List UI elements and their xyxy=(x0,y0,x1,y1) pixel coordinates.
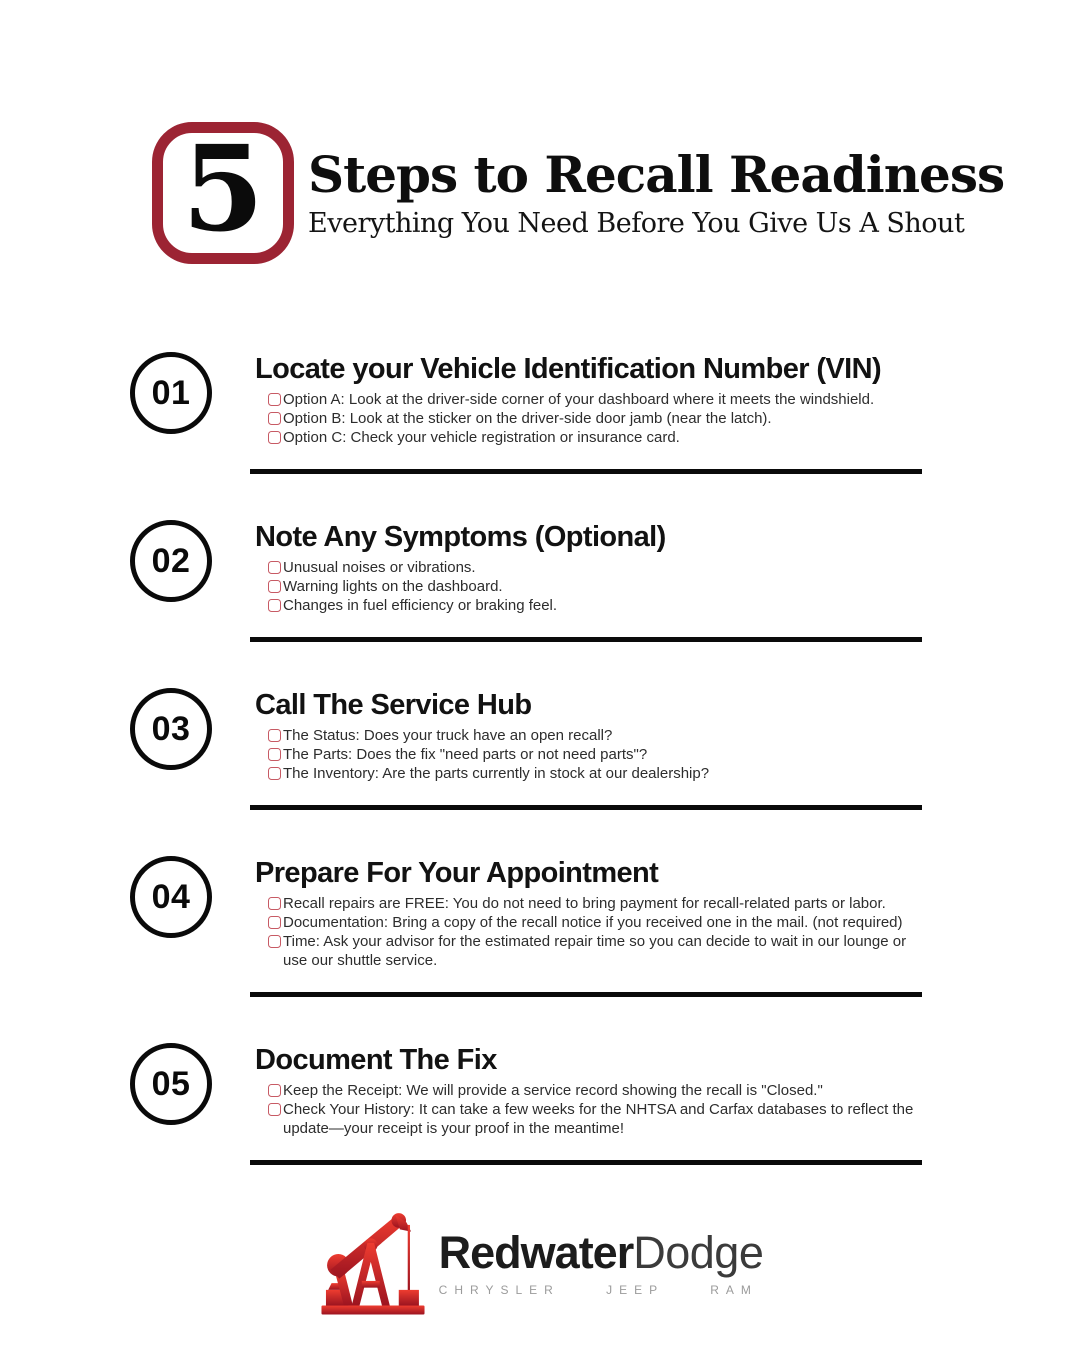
header-text xyxy=(308,147,1004,239)
checklist xyxy=(255,726,925,783)
brand xyxy=(438,1226,764,1297)
checklist-item xyxy=(268,1100,925,1138)
step-number: 01 xyxy=(151,373,191,412)
brand-name-redwater: Redwater xyxy=(438,1226,634,1278)
footer-logo xyxy=(0,1211,1080,1315)
checklist xyxy=(255,558,925,615)
checklist xyxy=(255,390,925,447)
step-03 xyxy=(0,688,1080,810)
step-number-circle xyxy=(130,520,212,602)
checklist-item-text: Documentation: Bring a copy of the recall notice if you received one in the mail. (not required) xyxy=(283,914,903,931)
step-title: Locate your Vehicle Identification Number (VIN) xyxy=(255,353,882,385)
step-04 xyxy=(0,856,1080,997)
step-row xyxy=(130,856,1080,970)
checklist-item xyxy=(268,932,925,970)
checklist-item xyxy=(268,409,925,428)
checklist-item xyxy=(268,390,925,409)
checklist-item xyxy=(268,577,925,596)
checkbox-icon[interactable] xyxy=(268,393,281,406)
step-number: 02 xyxy=(151,541,191,580)
checkbox-icon[interactable] xyxy=(268,412,281,425)
checklist xyxy=(255,894,925,970)
oil-pumpjack-icon xyxy=(317,1211,429,1315)
step-content xyxy=(255,1043,925,1138)
checklist-item-text: The Parts: Does the fix "need parts or not need parts"? xyxy=(283,746,648,763)
checklist-item-text: Check Your History: It can take a few weeks for the NHTSA and Carfax databases to reflect the update—your receipt is your proof in the meantime! xyxy=(283,1101,914,1137)
checkbox-icon[interactable] xyxy=(268,748,281,761)
checklist-item xyxy=(268,745,925,764)
checklist-item-text: The Status: Does your truck have an open recall? xyxy=(283,727,613,744)
checklist-item xyxy=(268,596,925,615)
step-02 xyxy=(0,520,1080,642)
steps-list xyxy=(0,352,1080,1165)
section-divider xyxy=(250,1160,922,1165)
checkbox-icon[interactable] xyxy=(268,1103,281,1116)
checklist-item xyxy=(268,894,925,913)
checklist-item xyxy=(268,428,925,447)
section-divider xyxy=(250,637,922,642)
badge-number: 5 xyxy=(181,119,265,258)
brand-name-dodge: Dodge xyxy=(633,1226,764,1278)
page-subtitle: Everything You Need Before You Give Us A Shout xyxy=(308,208,965,239)
step-number-circle xyxy=(130,352,212,434)
step-content xyxy=(255,520,925,615)
step-content xyxy=(255,352,925,447)
checkbox-icon[interactable] xyxy=(268,897,281,910)
step-number-circle xyxy=(130,688,212,770)
step-01 xyxy=(0,352,1080,474)
checklist-item-text: Time: Ask your advisor for the estimated repair time so you can decide to wait in our lounge or use our shuttle service. xyxy=(283,933,907,969)
checklist-item-text: Option C: Check your vehicle registration or insurance card. xyxy=(283,429,680,446)
checklist-item-text: Warning lights on the dashboard. xyxy=(283,578,503,595)
checkbox-icon[interactable] xyxy=(268,599,281,612)
checklist-item xyxy=(268,1081,925,1100)
step-content xyxy=(255,856,925,970)
checklist-item-text: The Inventory: Are the parts currently in stock at our dealership? xyxy=(283,765,710,782)
checklist-item-text: Unusual noises or vibrations. xyxy=(283,559,476,576)
checklist-item-text: Option A: Look at the driver-side corner of your dashboard where it meets the windshield. xyxy=(283,391,875,408)
step-title: Prepare For Your Appointment xyxy=(255,857,659,889)
checkbox-icon[interactable] xyxy=(268,729,281,742)
step-title: Note Any Symptoms (Optional) xyxy=(255,521,666,553)
checklist-item xyxy=(268,558,925,577)
checkbox-icon[interactable] xyxy=(268,935,281,948)
checklist-item-text: Option B: Look at the sticker on the driver-side door jamb (near the latch). xyxy=(283,410,772,427)
step-number: 03 xyxy=(151,709,191,748)
step-number-circle xyxy=(130,1043,212,1125)
checklist-item-text: Keep the Receipt: We will provide a service record showing the recall is "Closed." xyxy=(283,1082,823,1099)
step-row xyxy=(130,352,1080,447)
checkbox-icon[interactable] xyxy=(268,580,281,593)
step-number: 04 xyxy=(151,877,191,916)
brand-tagline: CHRYSLER JEEP RAM xyxy=(438,1282,758,1297)
step-row xyxy=(130,1043,1080,1138)
checklist-item xyxy=(268,726,925,745)
step-number: 05 xyxy=(151,1064,191,1103)
step-row xyxy=(130,688,1080,783)
step-title: Document The Fix xyxy=(255,1044,497,1076)
checklist-item xyxy=(268,913,925,932)
header xyxy=(152,0,1080,264)
checklist-item-text: Changes in fuel efficiency or braking feel. xyxy=(283,597,558,614)
checkbox-icon[interactable] xyxy=(268,767,281,780)
step-content xyxy=(255,688,925,783)
checklist-item-text: Recall repairs are FREE: You do not need to bring payment for recall-related parts or labor. xyxy=(283,895,886,912)
brand-name xyxy=(438,1226,764,1278)
checkbox-icon[interactable] xyxy=(268,561,281,574)
badge-5 xyxy=(152,119,294,264)
checkbox-icon[interactable] xyxy=(268,431,281,444)
section-divider xyxy=(250,805,922,810)
section-divider xyxy=(250,992,922,997)
checkbox-icon[interactable] xyxy=(268,916,281,929)
step-05 xyxy=(0,1043,1080,1165)
section-divider xyxy=(250,469,922,474)
step-title: Call The Service Hub xyxy=(255,689,532,721)
page-title: Steps to Recall Readiness xyxy=(308,145,1005,204)
checklist-item xyxy=(268,764,925,783)
checklist xyxy=(255,1081,925,1138)
step-row xyxy=(130,520,1080,615)
step-number-circle xyxy=(130,856,212,938)
checkbox-icon[interactable] xyxy=(268,1084,281,1097)
